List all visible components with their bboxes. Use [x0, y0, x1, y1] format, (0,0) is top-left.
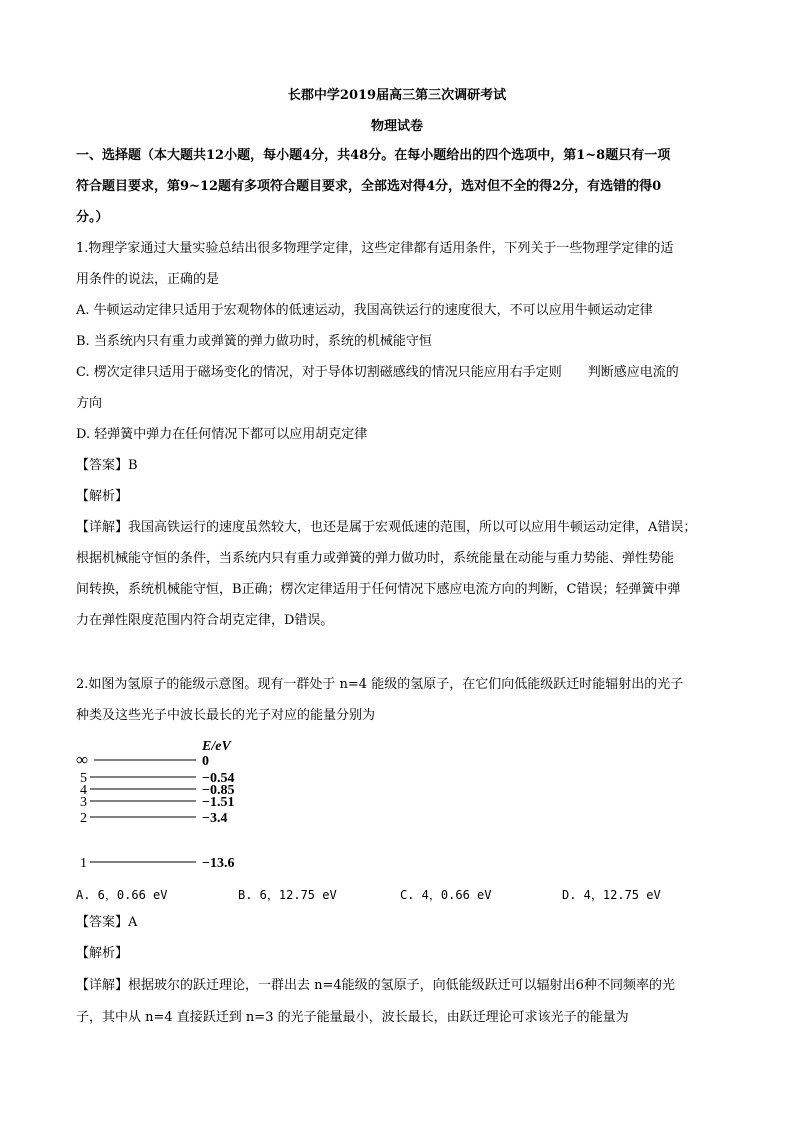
- q1-stem-2: 用条件的说法，正确的是: [76, 272, 220, 287]
- energy-level-diagram: [76, 734, 266, 878]
- energy-level-value-label: −0.85: [202, 783, 235, 798]
- q2-stem-2: 种类及这些光子中波长最长的光子对应的能量分别为: [76, 708, 376, 723]
- section-instructions-2: 符合题目要求，第9~12题有多项符合题目要求，全部选对得4分，选对但不全的得2分，有选错的得0: [76, 179, 662, 194]
- q1-option-a: A. 牛顿运动定律只适用于宏观物体的低速运动，我国高铁运行的速度很大，不可以应用牛顿运动定律: [76, 303, 653, 318]
- q1-option-b: B. 当系统内只有重力或弹簧的弹力做功时，系统的机械能守恒: [76, 334, 432, 349]
- q2-detail-2: 子，其中从 n=4 直接跃迁到 n=3 的光子能量最小，波长最长，由跃迁理论可求该光子的能量为: [76, 1010, 629, 1025]
- energy-level-n-label: 1: [80, 856, 87, 871]
- energy-level-value-label: −1.51: [202, 795, 235, 810]
- energy-level-value-label: 0: [202, 754, 209, 769]
- q2-analysis-label: 【解析】: [76, 946, 129, 961]
- q1-detail-2: 根据机械能守恒的条件，当系统内只有重力或弹簧的弹力做功时，系统能量在动能与重力势能、弹性势能: [76, 551, 675, 566]
- q2-answer: 【答案】A: [76, 915, 138, 930]
- q2-option-b: B. 6，12.75 eV: [238, 888, 337, 902]
- q1-option-c-1: C. 楞次定律只适用于磁场变化的情况，对于导体切割磁感线的情况只能应用右手定则 判断感应电流的: [76, 365, 679, 380]
- energy-level-n-label: 5: [80, 771, 87, 786]
- q1-answer: 【答案】B: [76, 458, 138, 473]
- q1-option-d: D. 轻弹簧中弹力在任何情况下都可以应用胡克定律: [76, 427, 368, 442]
- section-instructions-3: 分。）: [76, 210, 109, 225]
- energy-level-n-label: 4: [80, 783, 87, 798]
- q1-option-c-2: 方向: [76, 396, 103, 411]
- energy-level-n-label: ∞: [76, 750, 89, 769]
- q1-detail-3: 间转换，系统机械能守恒，B正确；楞次定律适用于任何情况下感应电流方向的判断，C错误；轻弹簧中弹: [76, 582, 681, 597]
- exam-title: 长郡中学2019届高三第三次调研考试: [287, 88, 507, 103]
- section-instructions-1: 一、选择题（本大题共12小题，每小题4分，共48分。在每小题给出的四个选项中，第1~8题只有一项: [76, 148, 671, 163]
- q2-option-a: A. 6，0.66 eV: [76, 888, 168, 902]
- energy-level-value-label: −13.6: [202, 856, 235, 871]
- exam-subtitle: 物理试卷: [370, 119, 423, 134]
- q1-detail-4: 力在弹性限度范围内符合胡克定律，D错误。: [76, 613, 334, 628]
- energy-level-value-label: −0.54: [202, 771, 235, 786]
- energy-level-value-label: −3.4: [202, 811, 228, 826]
- q1-analysis-label: 【解析】: [76, 489, 129, 504]
- q2-stem-1: 2.如图为氢原子的能级示意图。现有一群处于 n=4 能级的氢原子，在它们向低能级跃迁时能辐射出的光子: [76, 677, 684, 692]
- q2-detail-1: 【详解】根据玻尔的跃迁理论，一群出去 n=4能级的氢原子，向低能级跃迁可以辐射出6种不同频率的光: [76, 978, 675, 993]
- q1-detail-1: 【详解】我国高铁运行的速度虽然较大，也还是属于宏观低速的范围，所以可以应用牛顿运动定律，A错误；: [76, 520, 697, 535]
- q2-option-c: C. 4，0.66 eV: [400, 888, 492, 902]
- energy-level-n-label: 2: [80, 811, 87, 826]
- q1-stem-1: 1.物理学家通过大量实验总结出很多物理学定律，这些定律都有适用条件，下列关于一些物理学定律的适: [76, 241, 674, 256]
- q2-option-d: D. 4，12.75 eV: [562, 888, 661, 902]
- diagram-axis-label: E/eV: [202, 739, 231, 754]
- energy-level-n-label: 3: [80, 795, 87, 810]
